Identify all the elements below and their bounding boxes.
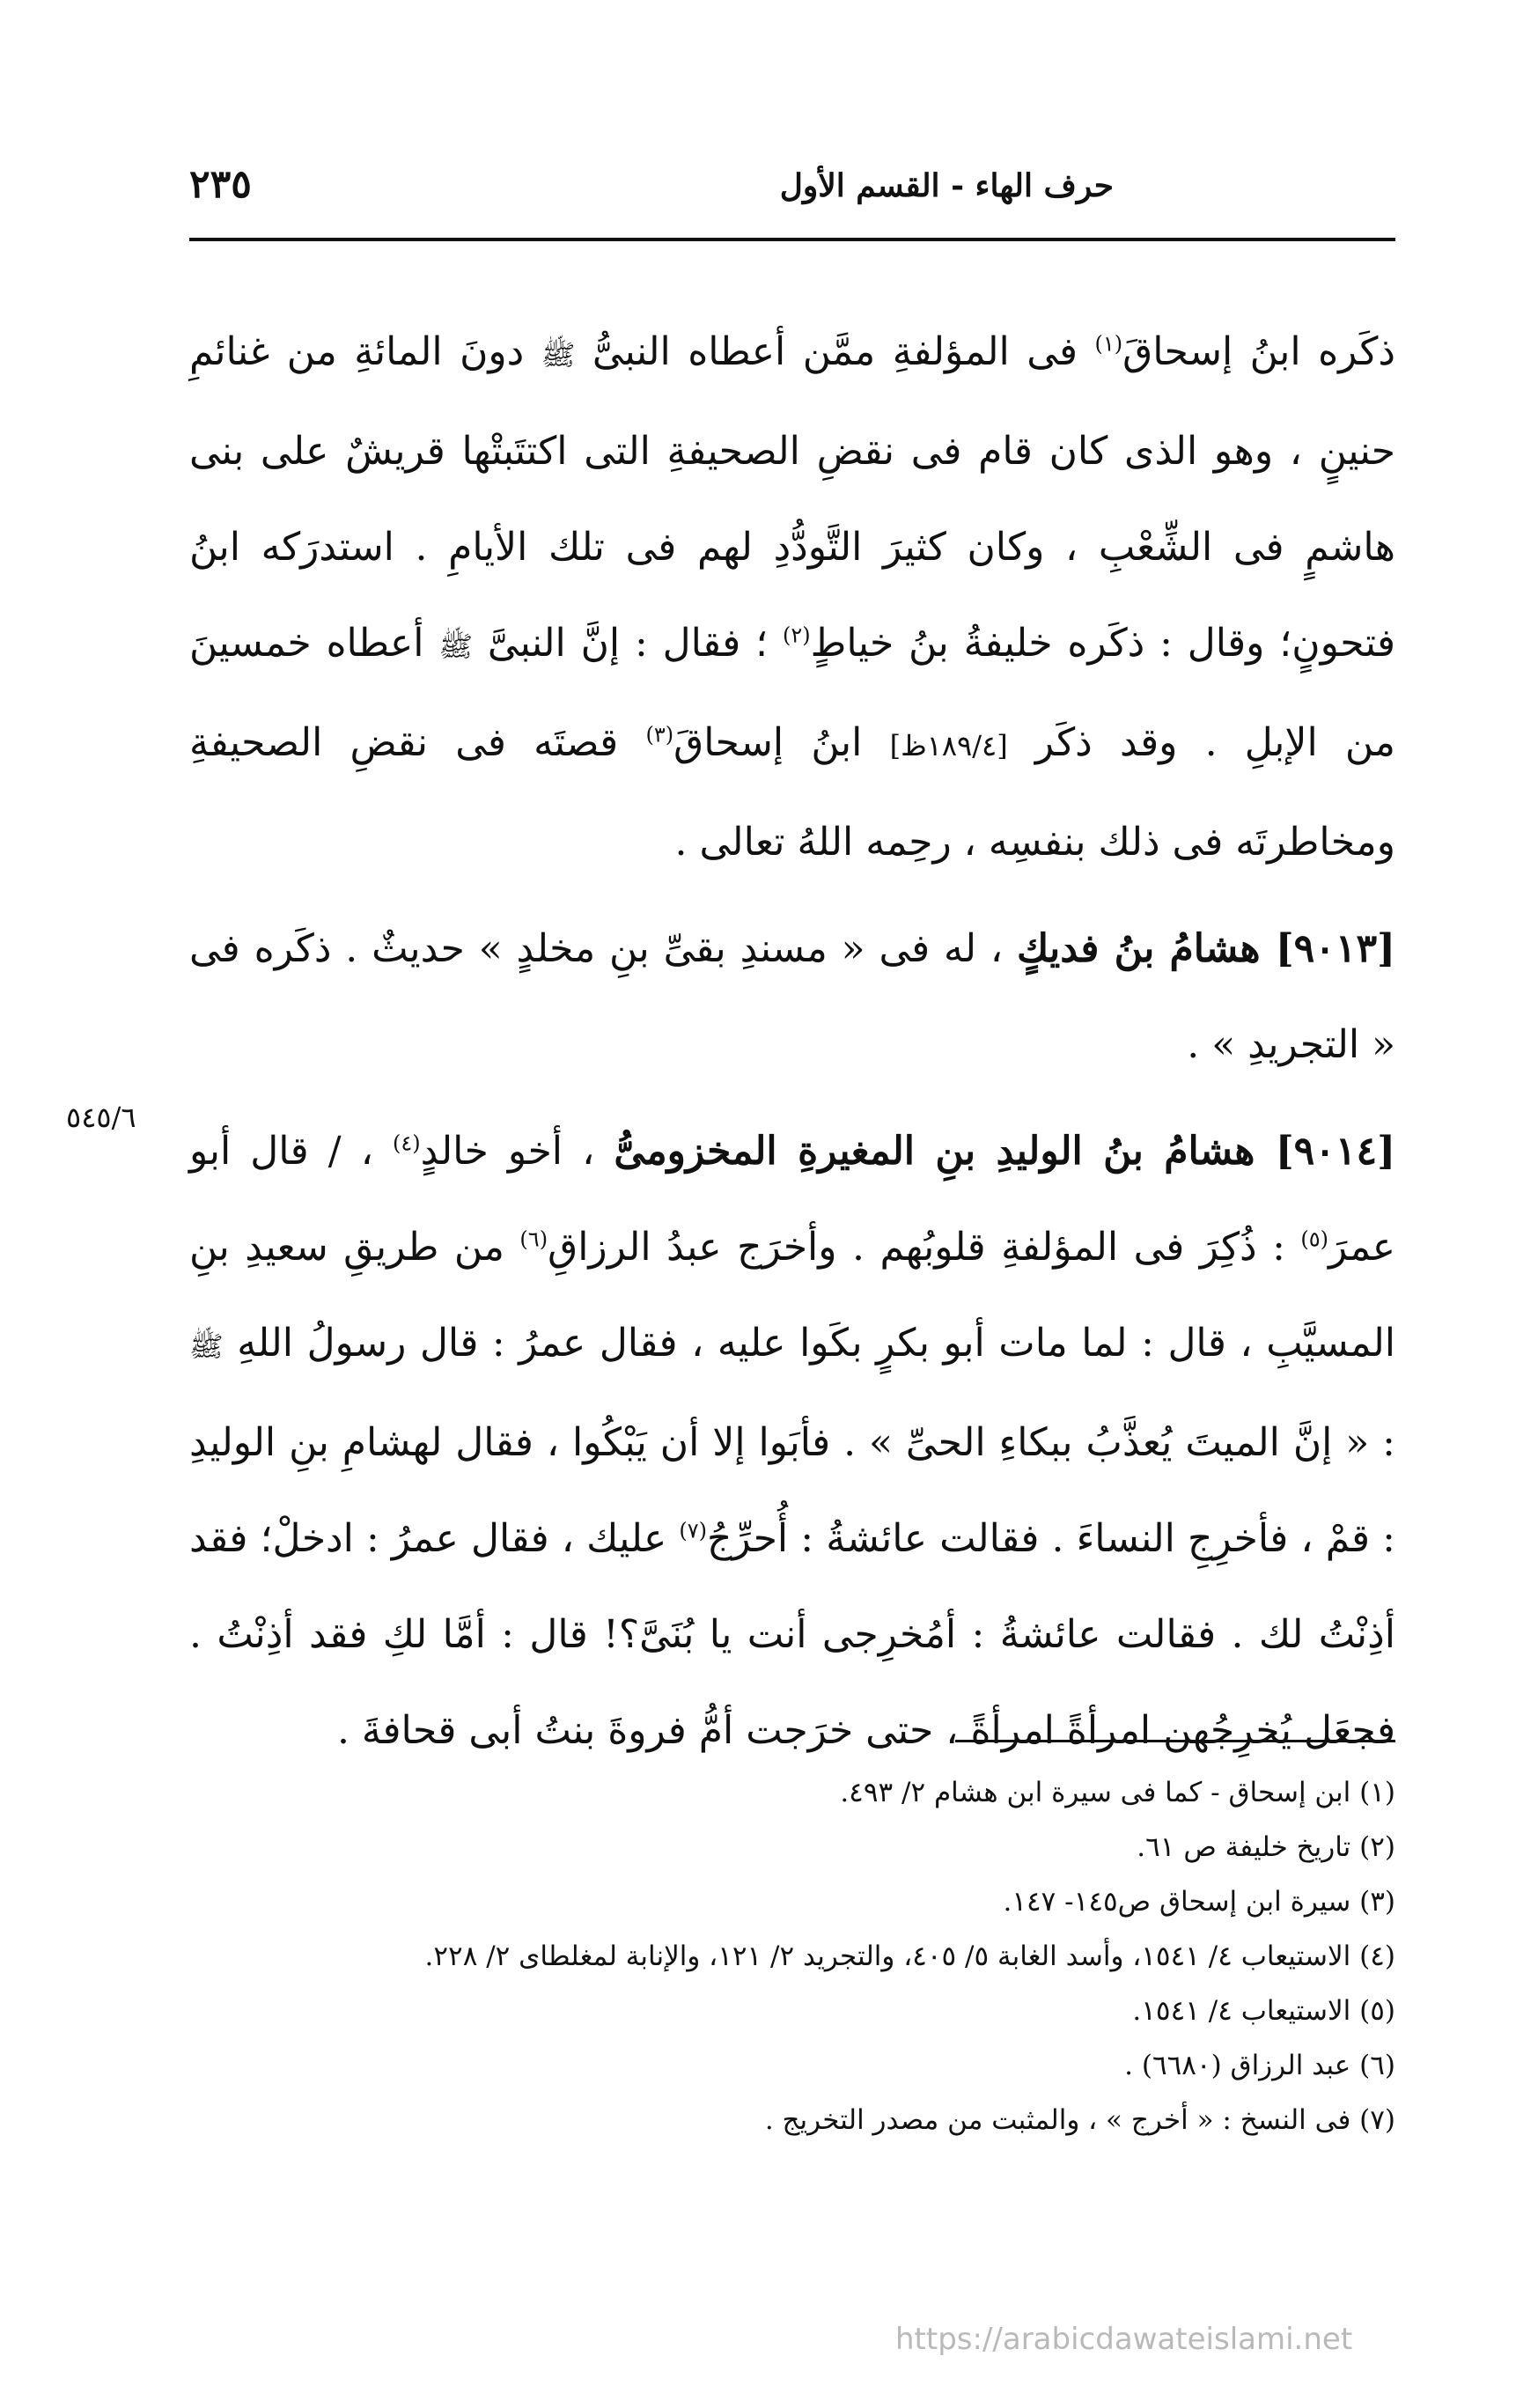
- text-run: أعطاه خمسينَ من الإبلِ . وقد ذكَر: [189, 621, 1395, 765]
- footnote-4: (٤) الاستيعاب ٤/ ١٥٤١، وأسد الغابة ٥/ ٤٠٥، والتجريد ٢/ ١٢١، والإنابة لمغلطاى ٢/ ٢٢٨.: [424, 1940, 1395, 1972]
- footnote-separator: [955, 1740, 1395, 1742]
- text-run: : ذُكِرَ فى المؤلفةِ قلوبُهم . وأخرَج عبدُ الرزاقِ: [548, 1225, 1301, 1270]
- footnote-7: (٧) فى النسخ : « أخرج » ، والمثبت من مصدر التخريج .: [764, 2104, 1395, 2136]
- margin-volume-page-ref: ٥٤٥/٦: [66, 1101, 136, 1134]
- footnote-1: (١) ابن إسحاق - كما فى سيرة ابن هشام ٢/ ٤٩٣.: [840, 1777, 1395, 1808]
- text-run: دونَ المائةِ من غنائمِ حنينٍ ، وهو الذى كان قام فى نقضِ الصحيفةِ التى اكتتَبتْها قريشٌ على بنى هاشمٍ فى الشِّعْبِ ، وكان كثيرَ التَّودُّدِ لهم فى تلك الأيامِ . استدرَكه ابنُ فتحونٍ؛ وقال : ذكَره خليفةُ بنُ خياطٍ: [189, 329, 1396, 666]
- text-run: عليك ، فقال عمرُ : ادخلْ؛ فقد أذِنْتُ لك . فقالت عائشةُ : أمُخرِجى أنت يا بُنَىَّ؟! قال : أمَّا لكِ فقد أذِنْتُ . فجعَل يُخرِجُهن امرأةً امرأةً ، حتى خرَجت أمُّ فروةَ بنتُ أبى قحافةَ .: [189, 1516, 1395, 1753]
- text-run: فى المؤلفةِ ممَّن أعطاه النبىُّ: [575, 329, 1095, 374]
- footnote-ref-4[interactable]: (٤): [393, 1130, 421, 1156]
- text-run: من طريقِ سعيدِ بنِ المسيَّبِ ، قال : لما مات أبو بكرٍ بكَوا عليه ، فقال عمرُ : قال رسولُ اللهِ: [189, 1225, 1396, 1366]
- footnote-3: (٣) سيرة ابن إسحاق ص١٤٥- ١٤٧.: [1003, 1886, 1395, 1918]
- text-run: ، أخو خالدٍ: [420, 1129, 614, 1174]
- entry-9013: [189, 901, 1395, 1093]
- footnotes: [189, 1765, 1395, 2147]
- footnote-5: (٥) الاستيعاب ٤/ ١٥٤١.: [1132, 1995, 1395, 2027]
- footnote-ref-6[interactable]: (٦): [519, 1226, 548, 1252]
- salla-ligature: ﷺ: [189, 1329, 224, 1363]
- page-number: ٢٣٥: [189, 162, 252, 207]
- text-run: ، / قال أبو عمرَ: [189, 1129, 1396, 1270]
- entry-number: [٩٠١٤]: [1275, 1129, 1396, 1174]
- main-text: [189, 304, 1395, 1778]
- text-run: ؛ فقال : إنَّ النبىَّ: [473, 621, 783, 666]
- entry-number: [٩٠١٣]: [1275, 926, 1395, 971]
- text-run: قصتَه فى نقضِ الصحيفةِ ومخاطرتَه فى ذلك بنفسِه ، رحِمه اللهُ تعالى .: [189, 720, 1395, 865]
- header-rule: [189, 238, 1395, 241]
- paragraph-intro: [189, 304, 1395, 890]
- footnote-ref-1[interactable]: (١): [1094, 331, 1123, 357]
- text-run: : « إنَّ الميتَ يُعذَّبُ ببكاءِ الحىِّ » . فأبَوا إلا أن يَبْكُوا ، فقال لهشامِ بنِ الوليدِ : قمْ ، فأخرِجِ النساءَ . فقالت عائشةُ : أُحرِّجُ: [189, 1420, 1395, 1561]
- manuscript-ref: [١٨٩/٤ظ]: [889, 729, 1008, 762]
- text-run: ذكَره ابنُ إسحاقَ: [1122, 329, 1395, 374]
- running-title: حرف الهاء - القسم الأول: [779, 167, 1114, 204]
- footnote-2: (٢) تاريخ خليفة ص ٦١.: [1137, 1831, 1395, 1863]
- footnote-ref-3[interactable]: (٣): [645, 722, 674, 747]
- salla-ligature: ﷺ: [541, 338, 576, 372]
- text-run: ، له فى « مسندِ بقىِّ بنِ مخلدٍ » حديثٌ . ذكَره فى « التجريدِ » .: [189, 926, 1395, 1067]
- entry-9014: [189, 1103, 1395, 1778]
- footnote-ref-5[interactable]: (٥): [1300, 1226, 1329, 1252]
- footnote-ref-7[interactable]: (٧): [679, 1518, 708, 1543]
- footnote-6: (٦) عبد الرزاق (٦٦٨٠) .: [1124, 2050, 1395, 2081]
- footnote-ref-2[interactable]: (٢): [783, 622, 811, 648]
- text-run: ابنُ إسحاقَ: [673, 720, 890, 765]
- watermark-url: https://arabicdawateislami.net: [895, 2322, 1353, 2357]
- page-header: [189, 162, 1395, 220]
- entry-name: هشامُ بنُ الوليدِ بنِ المغيرةِ المخزومىُّ: [614, 1129, 1276, 1174]
- salla-ligature: ﷺ: [438, 630, 474, 663]
- entry-name: هشامُ بنُ فديكٍ: [1016, 926, 1276, 971]
